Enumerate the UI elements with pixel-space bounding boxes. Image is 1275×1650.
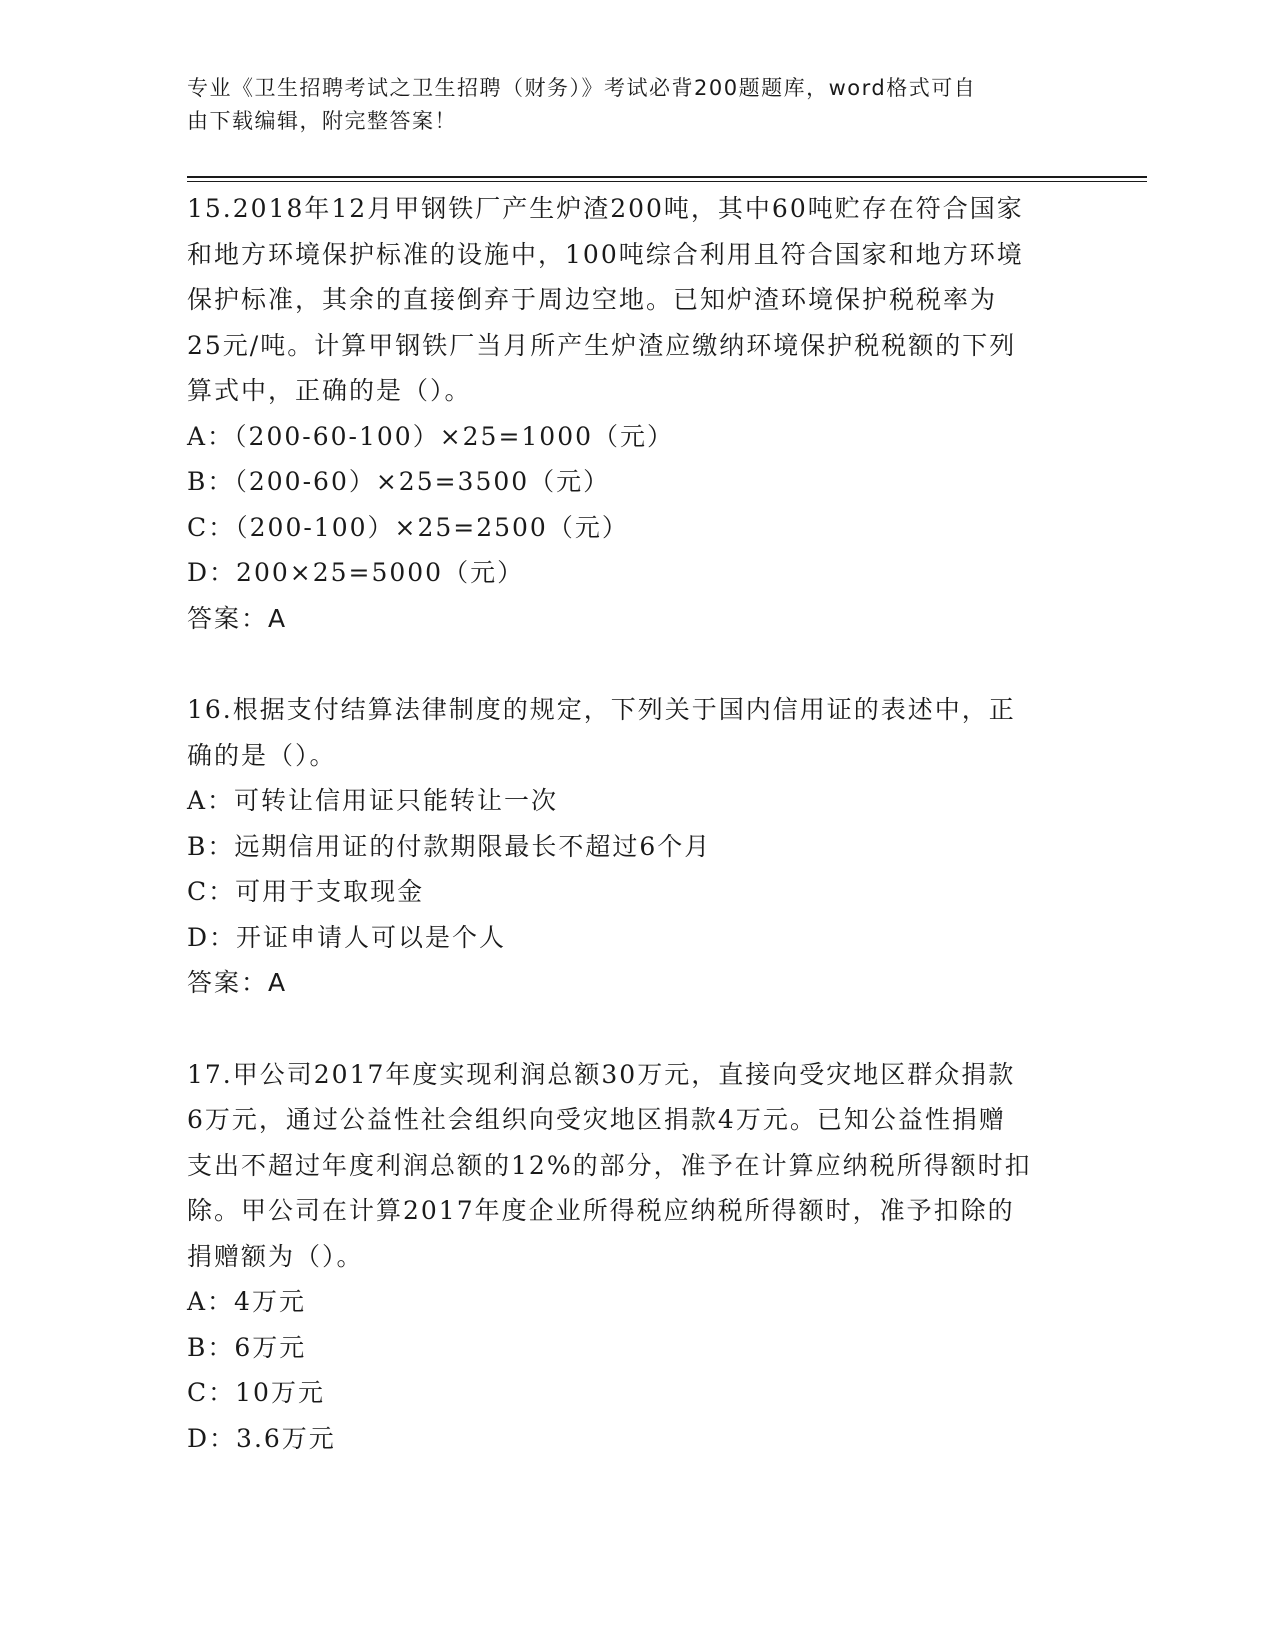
question-text-line: 15.2018年12月甲钢铁厂产生炉渣200吨，其中60吨贮存在符合国家 [187,194,1024,223]
option-a: A：4万元 [187,1287,306,1316]
option-b: B：远期信用证的付款期限最长不超过6个月 [187,831,712,861]
question-text-line: 25元/吨。计算甲钢铁厂当月所产生炉渣应缴纳环境保护税税额的下列 [187,330,1017,360]
header-divider-thin [187,181,1147,182]
question-list [187,186,1087,1507]
question-text-line: 捐赠额为（）。 [187,1241,364,1271]
question-16 [187,687,1087,1006]
option-d: D：开证申请人可以是个人 [187,922,507,952]
option-b: B：6万元 [187,1332,307,1362]
option-b: B：（200-60）×25=3500（元） [187,467,611,496]
option-c: C：10万元 [187,1378,325,1407]
question-text-line: 17.甲公司2017年度实现利润总额30万元，直接向受灾地区群众捐款 [187,1059,1016,1089]
question-text-line: 6万元，通过公益性社会组织向受灾地区捐款4万元。已知公益性捐赠 [187,1105,1006,1134]
header-line-1: 专业《卫生招聘考试之卫生招聘（财务）》考试必背200题题库，word格式可自 [187,76,977,100]
option-c: C：（200-100）×25=2500（元） [187,512,629,542]
question-text-line: 16.根据支付结算法律制度的规定，下列关于国内信用证的表述中，正 [187,695,1016,724]
question-text-line: 保护标准，其余的直接倒弃于周边空地。已知炉渣环境保护税税率为 [187,285,998,314]
question-text-line: 确的是（）。 [187,740,337,770]
option-c: C：可用于支取现金 [187,877,425,906]
document-header [187,72,1067,138]
question-text-line: 支出不超过年度利润总额的12%的部分，准予在计算应纳税所得额时扣 [187,1150,1032,1180]
question-text-line: 和地方环境保护标准的设施中，100吨综合利用且符合国家和地方环境 [187,239,1024,269]
question-15 [187,186,1087,641]
answer-line: 答案：A [187,968,288,997]
question-text-line: 算式中，正确的是（）。 [187,376,472,405]
question-17 [187,1052,1087,1462]
header-line-2: 由下载编辑，附完整答案！ [187,109,457,133]
option-d: D：200×25=5000（元） [187,558,525,587]
header-divider-thick [187,176,1147,178]
option-d: D：3.6万元 [187,1423,336,1453]
option-a: A：可转让信用证只能转让一次 [187,786,559,815]
answer-line: 答案：A [187,603,288,633]
option-a: A：（200-60-100）×25=1000（元） [187,421,675,451]
question-text-line: 除。甲公司在计算2017年度企业所得税应纳税所得额时，准予扣除的 [187,1196,1015,1225]
